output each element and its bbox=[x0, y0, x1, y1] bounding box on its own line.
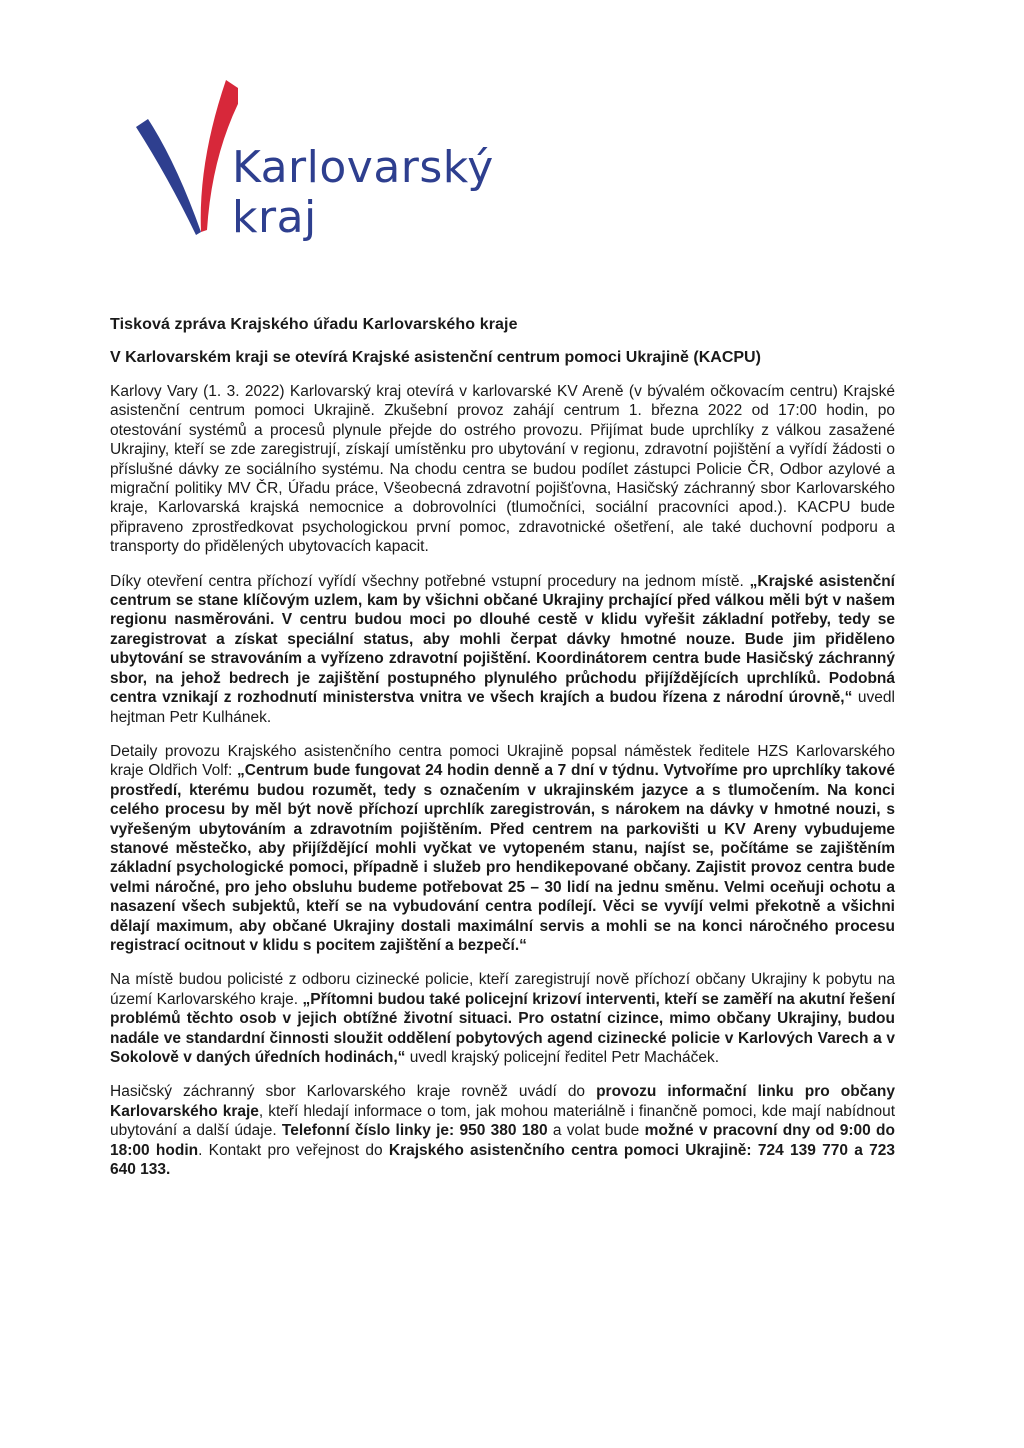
press-release-body bbox=[110, 315, 895, 1194]
logo-mark-icon bbox=[128, 72, 238, 242]
text-run: , kteří hledají informace o tom, jak mohou materiálně i finančně pomoci, kde mají nabídnout ubytování a další údaje. bbox=[110, 1102, 896, 1140]
paragraph bbox=[110, 1082, 895, 1179]
bold-text-run: „Krajské asistenční centrum se stane klíčovým uzlem, kam by všichni občané Ukrajiny prchající před válkou měli být v našem regionu nasměrováni. V centru budou moci po dlouhé cestě v klidu vyřešit základní potřeby, tedy se zaregistrovat a získat speciální status, aby mohli čerpat dávky hmotné nouze. Bude jim přiděleno ubytování se stravováním a vyřízeno zdravotní pojištění. Koordinátorem centra bude Hasičský záchranný sbor, na jehož bedrech je zajištění postupného plynulého průchodu přijíždějících uprchlíků. Podobná centra vznikají z rozhodnutí ministerstva vnitra ve všech krajích a budou řízena z národní úrovně,“ bbox=[110, 572, 895, 707]
karlovarsky-kraj-logo bbox=[128, 72, 508, 252]
bold-text-run: provozu informační linku pro občany Karlovarského kraje bbox=[110, 1083, 895, 1120]
bold-text-run: Telefonní číslo linky je: 950 380 180 bbox=[281, 1122, 548, 1140]
text-run: Hasičský záchranný sbor Karlovarského kraje rovněž uvádí do bbox=[110, 1083, 597, 1101]
document-headline: V Karlovarském kraji se otevírá Krajské asistenční centrum pomoci Ukrajině (KACPU) bbox=[110, 349, 761, 366]
text-run: Na místě budou policisté z odboru cizinecké policie, kteří zaregistrují nově příchozí občany Ukrajiny k pobytu na území Karlovarského kraje. bbox=[110, 971, 895, 1008]
logo-line-2: kraj bbox=[232, 192, 317, 243]
bold-text-run: Krajského asistenčního centra pomoci Ukrajině: 724 139 770 a 723 640 133. bbox=[110, 1141, 895, 1179]
text-run: Díky otevření centra příchozí vyřídí všechny potřebné vstupní procedury na jednom místě. bbox=[110, 572, 750, 590]
text-run: Detaily provozu Krajského asistenčního centra pomoci Ukrajině popsal náměstek ředitele HZS Karlovarského kraje Oldřich Volf: bbox=[110, 742, 895, 780]
logo-wordmark bbox=[232, 143, 494, 243]
bold-text-run: „Centrum bude fungovat 24 hodin denně a 7 dní v týdnu. Vytvoříme pro uprchlíky takové prostředí, kterému budou rozumět, tedy s označením v ukrajinském jazyce a s tlumočením. Na konci celého procesu by měl být nově příchozí uprchlík zaregistrován, s nárokem na dávky v hmotné nouzi, s vyřešeným ubytováním a zdravotním pojištěním. Před centrem na parkovišti u KV Areny vybudujeme stanové městečko, aby přijíždějící mohli vyčkat ve vytopeném stanu, najíst se, počítáme se zajištěním základní psychologické pomoci, případně i služeb pro hendikepované občany. Zajistit provoz centra bude velmi náročné, pro jeho obsluhu budeme potřebovat 25 – 30 lidí na jednu směnu. Velmi oceňuji ochotu a nasazení všech subjektů, kteří se na vybudování centra podílejí. Věci se vyvíjí velmi překotně a všichni dělají maximum, aby občané Ukrajiny dostali maximální servis a mohli se na konci náročného procesu registrací ocitnout v klidu s pocitem zajištění a bezpečí.“ bbox=[110, 762, 896, 954]
paragraph bbox=[110, 970, 895, 1067]
text-run: Karlovy Vary (1. 3. 2022) Karlovarský kraj otevírá v karlovarské KV Areně (v bývalém očkovacím centru) Krajské asistenční centrum pomoci Ukrajině. Zkušební provoz zahájí centrum 1. března 2022 od 17:00 hodin, po otestování systémů a procesů plynule přejde do ostrého provozu. Přijímat bude uprchlíky z válkou zasažené Ukrajiny, kteří se zde zaregistrují, získají umístěnku pro ubytování v regionu, zdravotní pojištění a vyřídí žádosti o příslušné dávky ze sociálního systému. Na chodu centra se budou podílet zástupci Policie ČR, Odbor azylové a migrační politiky MV ČR, Úřadu práce, Všeobecná zdravotní pojišťovna, Hasičský záchranný sbor Karlovarského kraje, Karlovarská krajská nemocnice a dobrovolníci (tlumočníci, sociální pracovníci apod.). KACPU bude připraveno zprostředkovat psychologickou první pomoc, zdravotnické ošetření, ale také duchovní podporu a transporty do přidělených ubytovacích kapacit. bbox=[110, 383, 895, 556]
text-run: a volat bude bbox=[547, 1122, 645, 1140]
bold-text-run: „Přítomni budou také policejní krizoví interventi, kteří se zaměří na akutní řešení problémů těchto osob v jejich obtížné životní situaci. Pro ostatní cizince, mimo občany Ukrajiny, budou nadále ve standardní činnosti sloužit oddělení pobytových agend cizinecké policie v Karlových Varech a v Sokolově v daných úředních hodinách,“ bbox=[110, 990, 896, 1066]
document-subtitle: Tisková zpráva Krajského úřadu Karlovarského kraje bbox=[110, 316, 518, 333]
bold-text-run: možné v pracovní dny od 9:00 do 18:00 hodin bbox=[110, 1122, 895, 1159]
paragraph bbox=[110, 572, 895, 727]
logo-line-1: Karlovarský bbox=[232, 142, 494, 193]
text-run: . Kontakt pro veřejnost do bbox=[198, 1141, 389, 1159]
paragraphs bbox=[110, 382, 895, 1179]
paragraph bbox=[110, 742, 895, 955]
text-run: uvedl krajský policejní ředitel Petr Macháček. bbox=[405, 1049, 720, 1066]
text-run: uvedl hejtman Petr Kulhánek. bbox=[110, 689, 895, 726]
paragraph bbox=[110, 382, 895, 557]
